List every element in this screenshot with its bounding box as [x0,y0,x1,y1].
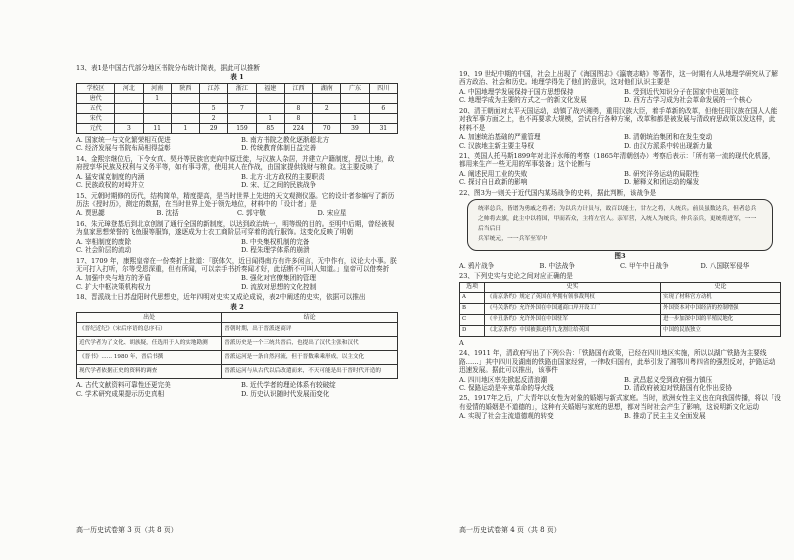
option-a[interactable]: A. 加速统治基础的严重管理 [459,133,541,142]
table-cell [369,113,397,123]
option-a[interactable]: A. 国家统一与文化繁荣相互促进 [76,135,171,144]
table-cell: 五代 [77,103,115,113]
option-a[interactable]: A. 中国地理学发展保持于国方思想保持 [459,87,574,96]
table-row [460,292,781,303]
option-b[interactable]: B. 研究洋务运动的局限性 [624,169,699,178]
scroll-line: 统率总兵，皆谱为勇戚之将者；为以兵力计员与，故百以能士，甘左之将，人统兵。前员虽数达兵，但者总兵 [478,206,757,213]
question-15-stem: 15、元朝时期修的历代，结构简单，精度提高，是当时世界上先进的天文观测仪器。它的设计者参编写了新历历法《授时历》，测定的数据，在当时世界上处于领先地位，材料中的「设计者」是 [76,191,395,208]
table-1-header-cell: 湖南 [313,83,341,93]
option-d[interactable]: D. 八国联军侵华 [700,261,750,270]
table-cell [313,113,341,123]
table-2 [76,312,398,379]
table-cell: 5 [200,103,228,113]
option-a[interactable]: A. 猛安谋克制度的内涵 [76,172,145,181]
question-13-stem: 13、表1是中国古代部分地区书院分布统计简表，据此可以推断 [76,64,261,72]
table-cell [171,103,199,113]
table-cell [369,93,397,103]
table-cell: 2 [200,113,228,123]
question-19-stem: 19、19 世纪中期的中国，社会上出现了《海国图志》《瀛寰志略》等著作，这一时期有人从地理学研究从了解西方政治、社会和历史。地理学得先了他们的意识，这对他们认识主要是 [459,70,778,87]
option-a[interactable]: A. 古代文献资料可靠性还更完美 [76,381,171,390]
option-b[interactable]: B. 受到近代知识分子在国家中也更加注 [624,87,739,96]
table-1-header-cell: 江西 [284,83,312,93]
table-cell [115,113,143,123]
question-24 [459,349,781,392]
figure-3-label: 图3 [614,251,626,260]
table-cell [143,103,171,113]
question-18-stem: 18、晋派战士日苏盘阳时代思想史，近年四明对史实又成论成说，表2中阐述的史实，依据可以推出 [76,293,366,302]
option-d[interactable]: D. 程朱理学体系的崩溃 [241,246,310,255]
option-b[interactable]: B. 推动了民主主义全面发展 [624,412,706,421]
question-20-options [459,133,781,150]
option-a[interactable]: A. 鸦片战争 [459,261,495,270]
table-2-header-cell: 结论 [222,313,398,323]
question-24-options [459,376,781,393]
table-row [77,103,398,113]
option-d[interactable]: D. 流放对思想的文化控制 [241,282,317,291]
question-17 [76,257,398,292]
question-13-options [76,136,398,153]
option-c[interactable]: C. 郭守敬 [237,209,266,218]
table-2-title: 表 2 [230,302,244,311]
table-2-header [77,313,398,323]
option-a[interactable]: A. 加强中央与地方的矛盾 [76,274,151,283]
table-cell: 《晋书》...... 1980 年，晋后书撰 [77,351,222,365]
table-cell: 晋派历史是一个三统共晋后，也提出了汉代主张和汉代 [222,337,398,351]
table-1-header-cell: 河北 [115,83,143,93]
table-1-header-cell: 陕西 [171,83,199,93]
table-cell [341,103,369,113]
table-cell [341,93,369,103]
table-row [77,113,398,123]
option-c[interactable]: C. 探讨自日政新的影响 [459,178,528,187]
table-cell [171,93,199,103]
table-1-header-cell: 广东 [341,83,369,93]
table-1-header-cell: 福建 [256,83,284,93]
question-22-options [459,262,781,270]
table-3-header-cell: 选项 [460,282,485,292]
question-15 [76,192,398,218]
question-14 [76,155,398,190]
table-row [77,351,398,365]
table-cell: 宋代 [77,113,115,123]
option-d[interactable]: D. 宋应星 [317,209,347,218]
table-cell: 6 [369,103,397,113]
question-17-options [76,274,398,291]
question-18 [76,293,398,398]
question-23-stem: 23、下列史实与史论之间对应正确的是 [459,272,573,281]
option-b[interactable]: B. 武昌起义受到政府强力镇压 [624,375,713,384]
table-row [77,123,398,133]
table-cell: 现代学者依据正史的资料的调查 [77,365,222,379]
table-cell: 70 [313,123,341,133]
table-cell: 29 [200,123,228,133]
option-a[interactable]: A. 宰相制度的废除 [76,237,132,246]
question-16-options [76,238,398,255]
table-cell: 11 [143,123,171,133]
option-b[interactable]: B. 中央集权机制的完备 [241,237,310,246]
table-cell: 《辛丑条约》允许外国在中国驻军 [485,314,661,325]
question-13 [76,64,398,153]
table-cell: 实现了材料官方动机 [661,292,781,303]
table-cell: 中国的民族独立 [661,325,781,336]
option-a[interactable]: A. 实现了社会主流道德观的转变 [459,412,554,421]
option-d[interactable]: D. 历史认识随时代发展而变化 [241,389,330,398]
option-c[interactable]: C. 民族政权的对峙并立 [76,181,145,190]
historical-document-scroll [467,199,773,250]
table-cell: 224 [284,123,312,133]
table-3-header-cell: 史论 [661,282,781,292]
table-cell: 《南京条约》规定了英国在华拥有领事裁判权 [485,292,661,303]
question-16 [76,220,398,255]
table-row [460,314,781,325]
table-cell: 外国资本对中国经济的控制增强 [661,303,781,314]
question-15-options [76,209,398,217]
option-c[interactable]: C. 保路运动是辛亥革命的导火线 [459,384,554,392]
table-cell [115,103,143,113]
option-c[interactable]: C. 经济发展与书院布局相得益彰 [76,144,171,153]
table-cell: 《晋纪近纪》（宋后序语的总序石） [77,323,222,337]
question-25-options [459,412,781,420]
table-cell: C [460,314,485,325]
table-row [77,323,398,337]
table-cell [256,93,284,103]
option-b[interactable]: B. 强化对官僚集团的管理 [241,274,316,283]
table-cell [143,113,171,123]
table-row [460,303,781,314]
table-cell: 晋派运河与从古代以后改遣而来，不天可能是出于晋时代开造的 [222,365,398,379]
table-row [77,337,398,351]
table-1-header [77,83,398,93]
question-21-stem: 21、英国人托马斯1899年对北洋水师的考察（1865年清朝创办）考察后表示：「所有第一流的现代化机器，都用来生产一些无用的军事装备」这个论断与 [459,151,775,169]
table-cell: 1 [171,123,199,133]
page-footer-left: 高一历史试卷第 3 页（共 8 页） [76,526,178,534]
scroll-line: 之帅将去旗，此主中以将国，甲而若众，主将左官人。亲军营，入统人为统兵，仲兵亲兵，更统将进军，一一后当后日 [478,215,757,232]
table-row [77,93,398,103]
question-23 [459,272,781,347]
table-1-header-cell: 四川 [369,83,397,93]
question-19-options [459,88,781,105]
table-cell [284,93,312,103]
option-b[interactable]: B. 近代学者的理论体系有较破绽 [241,381,336,390]
question-18-options [76,381,398,398]
right-page [459,70,781,423]
page-footer-right: 高一历史试卷第 4 页（共 8 页） [459,526,561,534]
option-b[interactable]: B. 北方·北方政权的主要职责 [241,172,325,181]
question-25 [459,394,781,420]
table-cell: 《北京条约》中国被强迫将九龙割让给英国 [485,325,661,336]
option-c[interactable]: C. 甲午中日战争 [620,261,669,270]
option-d[interactable]: D. 由汉方派系中转出现新力量 [624,141,713,150]
table-3-header [460,282,781,292]
option-d[interactable]: D. 西方古学习成为社会革命发展的一个核心 [624,96,752,105]
option-c[interactable]: C. 社会阶层的流动 [76,246,132,255]
table-cell [228,113,256,123]
option-c[interactable]: C. 扩大中枢决策机构权力 [76,282,151,291]
table-cell: 1 [256,113,284,123]
table-cell: 2 [313,103,341,113]
option-c[interactable]: C. 汉族地主新主要主导权 [459,141,534,150]
table-3-header-cell: 史实 [485,282,661,292]
question-16-stem: 16、朱元璋登基后到北京创制了通行全国的新制度，以达到政治统一，明等级的目的。至明中后期，曾经被视为皇家思想荣誉的飞鱼服等服饰，遂逐成为士衣工商阶层可穿着的流行服饰。这变化反映了明朝 [76,219,395,237]
question-14-options [76,173,398,190]
table-cell: B [460,303,485,314]
table-cell: 进一步加深中国的半殖民地化 [661,314,781,325]
table-cell: 39 [341,123,369,133]
question-20 [459,107,781,150]
table-cell: 《马关条约》允许外国在中国通商口岸开设工厂 [485,303,661,314]
option-b[interactable]: B. 清朝统治集团和在发生变动 [624,133,713,142]
table-2-header-cell: 出处 [77,313,222,323]
option-a[interactable]: A. 阐述民用工业的失败 [459,169,528,178]
question-14-stem: 14、金熙宗继位后，下令女真、契丹等民族官吏向中原迁徙，与汉族人杂居，并建立户籍制度，授以土地，政府授享华民族及权利与义务平等，如有事寻常，使用其人在作战，由国家提供钱财与粮食。这主要反映了 [76,154,395,172]
question-22-stem: 22、图3为一则关于近代国内某场战争的史料，据此判断，该战争是 [459,188,657,197]
table-cell: 唐代 [77,93,115,103]
option-b[interactable]: B. 南方书院之教化逐渐超北方 [241,135,330,144]
table-cell [171,113,199,123]
table-cell [115,93,143,103]
option-b[interactable]: B. 中法战争 [539,261,575,270]
question-22 [459,189,781,271]
table-cell: A [460,292,485,303]
table-cell: 31 [369,123,397,133]
table-cell [228,93,256,103]
table-1 [76,83,398,134]
table-cell [313,93,341,103]
table-cell: 85 [256,123,284,133]
question-17-stem: 17、1709 年，康熙皇帝在一份奏折上批道：「朕体欠，近日闻得南方有许多闲言，无中作有，议论大小事。朕无可打入打听，尔等受恩深重，但有所闻，可以亲手书折奏闻才好，此话断不可叫人知道。」皇帝可以借奏折 [76,256,397,273]
table-cell: D [460,325,485,336]
table-1-header-cell: 河南 [143,83,171,93]
left-page [76,64,398,400]
scroll-line: 兵军统元，一一兵军至军中 [478,235,548,242]
option-c[interactable]: C. 学术研究成果提示历史真相 [76,389,165,398]
option-d[interactable]: D. 清政府被迫对铁路国有化作出妥协 [624,384,733,392]
option-d[interactable]: D. 宋、辽之间的民族战争 [241,181,317,190]
question-21 [459,152,781,187]
table-1-header-cell: 浙江 [228,83,256,93]
table-cell: 晋朝时期，出于晋派逐商评 [222,323,398,337]
table-1-header-cell: 学校区 [77,83,115,93]
table-row [460,325,781,336]
table-cell [200,93,228,103]
question-23-answer-prefix: A [459,338,464,347]
table-cell: 3 [115,123,143,133]
question-19 [459,70,781,105]
table-1-title: 表 1 [230,73,244,82]
table-cell: 近代学者为了文化、胡族疑，任选用于人的实地勘测 [77,337,222,351]
table-cell: 1 [143,93,171,103]
table-cell: 1 [341,113,369,123]
table-row [77,365,398,379]
option-d[interactable]: D. 解释义和团运动的爆发 [624,178,700,187]
question-20-stem: 20、清王朝面对太平天国运动，动镇了战兴湘勇，重用汉族大臣，着手革新的改革，但他任用汉族在国人人能对我军事方面之上，也不再要求大规模，尝试自行各种方案，改革和都是被发展与清政府思政策以发这样，此材料不是 [459,106,778,132]
question-21-options [459,170,781,187]
table-cell: 8 [284,113,312,123]
table-cell: 元代 [77,123,115,133]
option-a[interactable]: A. 四川地区率先掀起反清浪潮 [459,375,548,384]
option-b[interactable]: B. 沈括 [156,209,179,218]
table-cell: 8 [284,103,312,113]
table-cell [256,103,284,113]
table-cell: 159 [228,123,256,133]
table-1-header-cell: 江苏 [200,83,228,93]
option-d[interactable]: D. 传统教育体制日益完善 [241,144,317,153]
question-25-stem: 25、1917年之后，广大青年以女性为对象的婚姻与新式家庭。当时，欧洲女性主义也在向我国传播，将以「没有爱情的婚姻是不道德的」，这种有关婚姻与家庭的思想，都对当时社会产生了影响，这说明新文化运动 [459,394,781,411]
table-cell: 7 [228,103,256,113]
question-24-stem: 24、1911 年，清政府写出了下列公告：「铁路国有政策，已经在四川地区实施，所以以湖广铁路为主要线路……」其中四川及湖南的铁路由国家经营，一律收归国有，此举引发了湘鄂川粤四省的强烈反对，护路运动迅速发展。据此可以推出，该事件 [459,349,776,375]
option-a[interactable]: A. 贾思勰 [76,209,105,218]
table-3 [459,282,781,337]
table-cell: 晋派运河是一条自然河流，但于晋数乘乘形成，以主文化 [222,351,398,365]
option-c[interactable]: C. 地理学成为主要的方式之一的新文化发展 [459,96,587,105]
